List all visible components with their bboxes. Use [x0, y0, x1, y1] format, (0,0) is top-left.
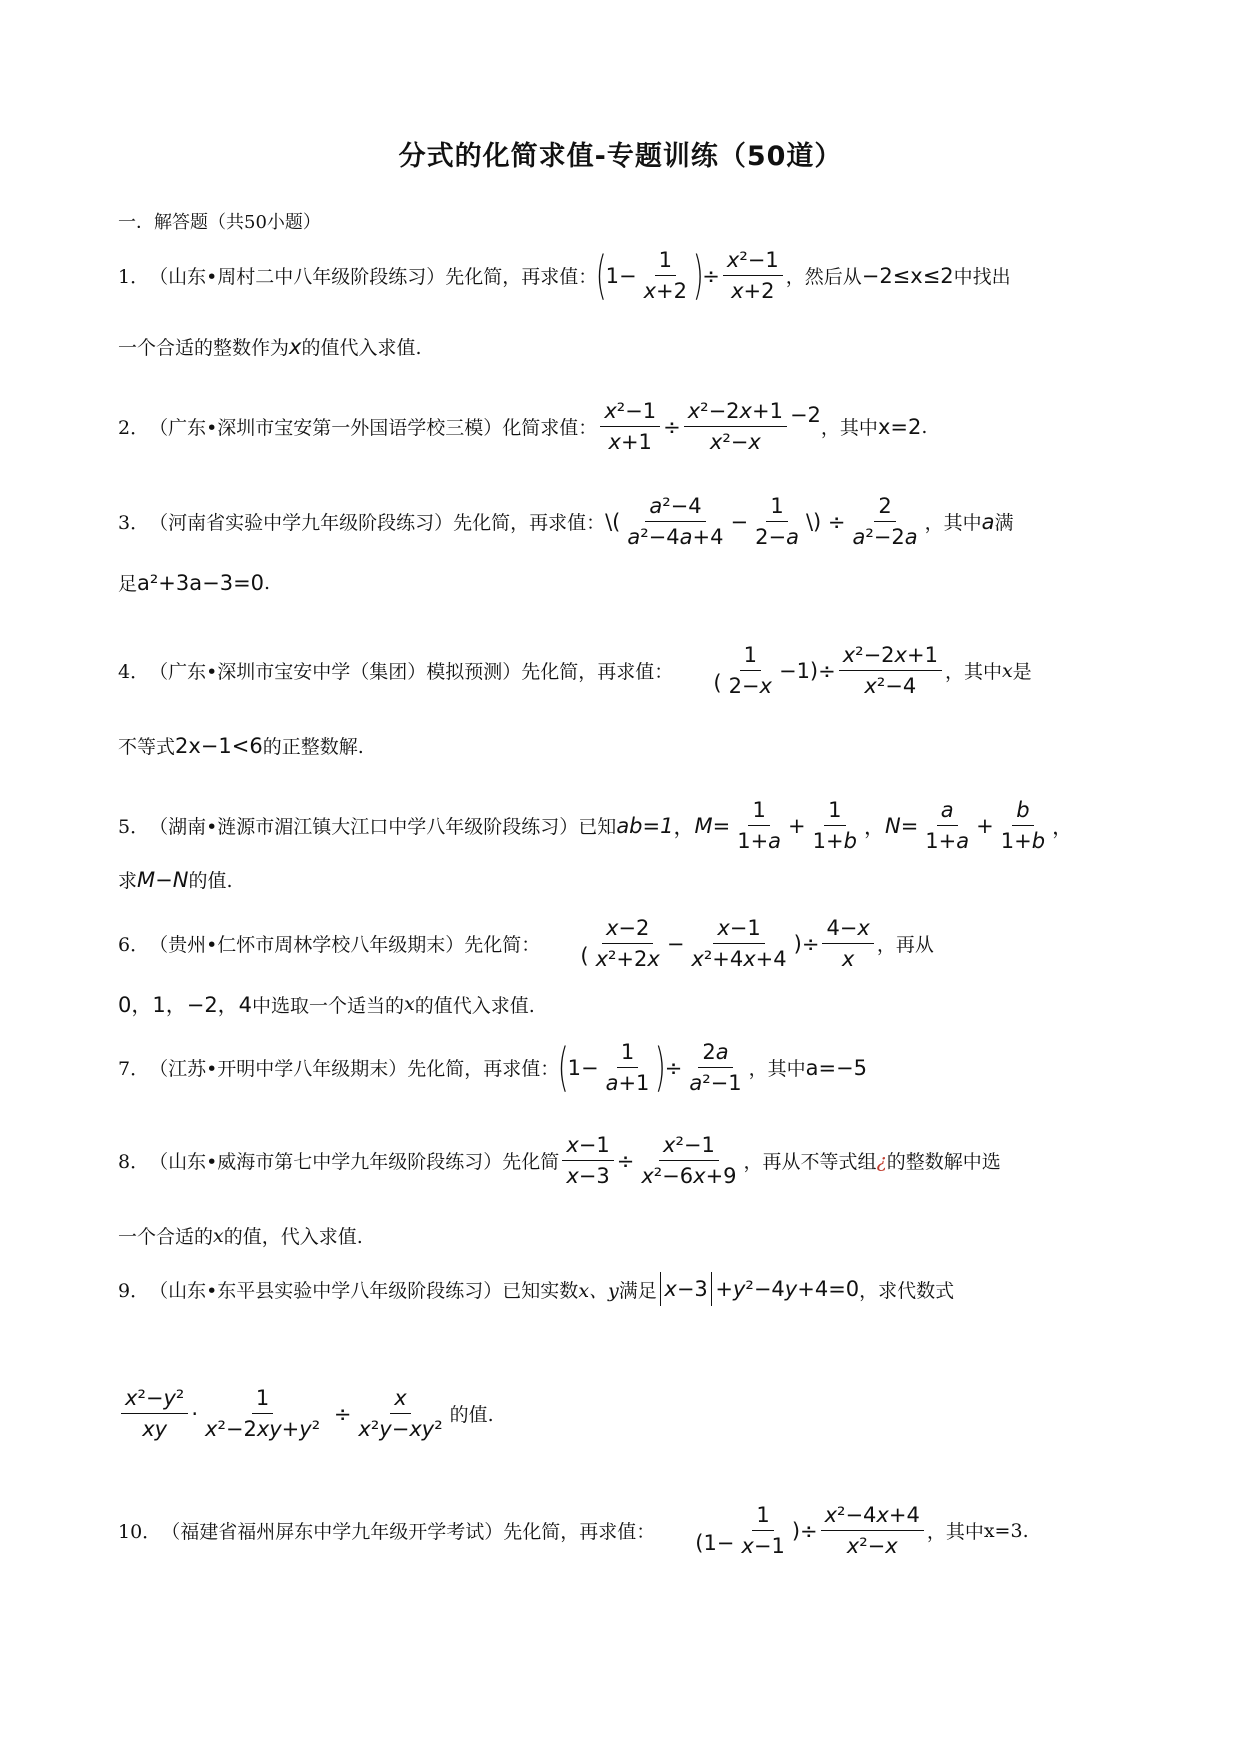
- question-1-cont: 一个合适的整数作为 x 的值代入求值.: [118, 334, 422, 359]
- formula: ( $\frac{1}{2-x}$ −1)÷ $\frac{\text{x²−2x+1}}{\text{x²−4}}$: [673, 643, 945, 698]
- page-title: 分式的化简求值-专题训练（50道）: [398, 141, 843, 172]
- section-heading: 一．解答题（共50小题）: [118, 212, 321, 233]
- formula: ( $\frac{x-2}{\text{x²+2x}}$ − $\frac{x-1}{\text{x²+4x+4}}$ )÷ $\frac{4-x}{x}$: [540, 916, 877, 971]
- formula: $\frac{\text{x²−y²}}{xy}$ · $\frac{1}{\text{x²−2xy+y²}}$ ÷ $\frac{x}{\text{x²y−xy²}}$: [118, 1386, 450, 1441]
- question-4-cont: 不等式 2x−1<6 的正整数解.: [118, 733, 364, 758]
- formula: ， M = $\frac{1}{1+a}$ + $\frac{1}{1+b}$ ， N = $\frac{a}{1+a}$ + $\frac{b}{1+b}$ ，: [673, 798, 1074, 853]
- formula: x −3 + y ²−4 y +4=0: [657, 1272, 859, 1306]
- formula: (1− $\frac{1}{x-1}$ )÷ $\frac{\text{x²−4x+4}}{\text{x²−x}}$: [655, 1503, 927, 1558]
- question-4: 4． （广东•深圳市宝安中学（集团）模拟预测）先化简，再求值： ( $\frac{1}{2-x}$ −1)÷ $\frac{\text{x²−2x+1}}{\text{x²−4}}$ ，其中 x 是: [118, 643, 1032, 698]
- question-10: 10． （福建省福州屏东中学九年级开学考试）先化简，再求值： (1− $\frac{1}{x-1}$ )÷ $\frac{\text{x²−4x+4}}{\text{x²−x}}$ ，其中 x=3.: [118, 1503, 1029, 1558]
- question-6-cont: 0，1，−2，4 中选取一个适当的 x 的值代入求值.: [118, 993, 535, 1017]
- question-5-cont: 求 M−N 的值.: [118, 867, 233, 892]
- question-1: 1． （山东•周村二中八年级阶段练习）先化简，再求值： ( 1− $\frac{1}{x+2}$ ) ÷ $\frac{\text{x²−1}}{x+2}$ ，然后从 −2≤x≤2 中找出: [118, 245, 1011, 306]
- formula: $\frac{\text{x²−1}}{x+1}$ ÷ $\frac{\text{x²−2x+1}}{\text{x²−x}}$ −2: [597, 399, 821, 454]
- question-5: 5． （湖南•涟源市湄江镇大江口中学八年级阶段练习）已知 ab=1 ， M = $\frac{1}{1+a}$ + $\frac{1}{1+b}$ ， N = $\frac{a}{1+a}$ + $\frac{b}{1+b}$ ，: [118, 798, 1074, 853]
- question-8: 8． （山东•威海市第七中学九年级阶段练习）先化简 $\frac{x-1}{x-3}$ ÷ $\frac{\text{x²−1}}{\text{x²−6x+9}}$ ，再从不等式组 ¿ 的整数解中选: [118, 1133, 1001, 1188]
- question-7: 7． （江苏•开明中学八年级期末）先化简，再求值： ( 1− $\frac{1}{a+1}$ ) ÷ $\frac{2a}{\text{a²−1}}$ ，其中 a=−5: [118, 1037, 868, 1098]
- formula: \( $\frac{\text{a²−4}}{\text{a²−4a+4}}$ − $\frac{1}{2-a}$ \) ÷ $\frac{2}{\text{a²−2a}}$: [605, 494, 918, 549]
- question-8-cont: 一个合适的 x 的值，代入求值.: [118, 1224, 363, 1248]
- question-3-cont: 足 a²+3a−3=0 .: [118, 570, 271, 595]
- formula: ( 1− $\frac{1}{x+2}$ ) ÷ $\frac{\text{x²−1}}{x+2}$: [597, 248, 785, 303]
- question-9-cont: $\frac{\text{x²−y²}}{xy}$ · $\frac{1}{\text{x²−2xy+y²}}$ ÷ $\frac{x}{\text{x²y−xy²}}$ 的值.: [118, 1386, 494, 1441]
- formula: $\frac{x-1}{x-3}$ ÷ $\frac{\text{x²−1}}{\text{x²−6x+9}}$: [559, 1133, 743, 1188]
- formula: ( 1− $\frac{1}{a+1}$ ) ÷ $\frac{2a}{\text{a²−1}}$: [557, 1037, 742, 1098]
- question-9: 9． （山东•东平县实验中学八年级阶段练习）已知实数 x、y 满足 x −3 + y ²−4 y +4=0 ，求代数式: [118, 1272, 954, 1306]
- question-6: 6． （贵州•仁怀市周林学校八年级期末）先化简： ( $\frac{x-2}{\text{x²+2x}}$ − $\frac{x-1}{\text{x²+4x+4}}$ )÷ $\frac{4-x}{x}$ ，再从: [118, 916, 934, 971]
- question-3: 3． （河南省实验中学九年级阶段练习）先化简，再求值： \( $\frac{\text{a²−4}}{\text{a²−4a+4}}$ − $\frac{1}{2-a}$ \) ÷ $\frac{2}{\text{a²−2a}}$ ，其中 a 满: [118, 494, 1014, 549]
- question-2: 2． （广东•深圳市宝安第一外国语学校三模）化简求值： $\frac{\text{x²−1}}{x+1}$ ÷ $\frac{\text{x²−2x+1}}{\text{x²−x}}$ −2 ，其中 x=2 .: [118, 399, 928, 454]
